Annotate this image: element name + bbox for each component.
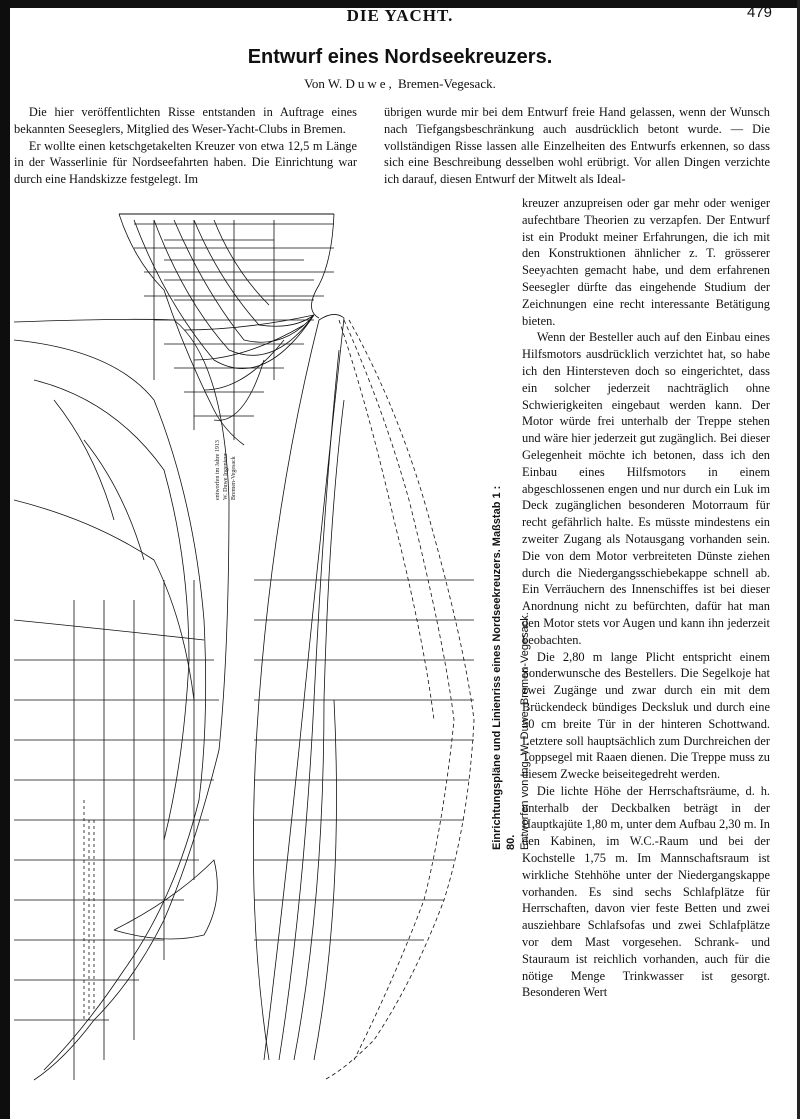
paragraph: kreuzer anzupreisen oder gar mehr oder weniger aufechtbare Theorien zu verzapfen. Der Entwurf ist ein Produkt meiner Erfahrungen, die ich mit den Konstruktionen ähnlicher z. T. grösserer Seeyachten gemacht habe, und dem erfahrenen Seesegler dürfte das eingehende Studium der Zeichnungen eine recht interessante Betätigung bieten. — [522, 196, 770, 328]
figure-caption — [480, 470, 531, 850]
page-header — [0, 6, 800, 28]
right-text-column — [522, 195, 770, 1001]
paragraph: Die lichte Höhe der Herrschaftsräume, d. h. unterhalb der Deckbalken beträgt in der Hauptkajüte 1,80 m, unter dem Aufbau 2,30 m. In den Kabinen, im W.C.-Raum und bei der Kochstelle 1,75 m. Im Mannschaftsraum ist wirkliche Stehhöhe unter der Niedergangskappe vorhanden. Es sind sechs Schlafplätze für Herrschaften, davon vier feste Betten und zwei ausziehbare Schlafsofas und zwei Schlafplätze vor dem Mast vorgesehen. Schrank- und Stauraum ist reichlich vorhanden, auch für die nötige Menge Trinkwasser ist gesorgt. Besonderen Wert — [522, 783, 770, 1000]
paragraph: übrigen wurde mir bei dem Entwurf freie Hand gelassen, wenn der Wunsch nach Tiefgangsbeschränkung auch ausdrücklich betont wurde. — Die vollständigen Risse lassen alle Einzelheiten des Entwurfs erkennen, so dass sich eine Beschreibung desselben wohl erübrigt. Vor allen Dingen verzichte ich darauf, diesen Entwurf der Mitwelt als Ideal- — [384, 105, 770, 187]
yacht-lines-plan — [14, 200, 484, 1100]
paragraph: Er wollte einen ketschgetakelten Kreuzer von etwa 12,5 m Länge in der Wasserlinie für Nordseefahrten haben. Die Einrichtung war durch eine Handskizze festgelegt. Im — [14, 138, 357, 187]
paragraph: Die hier veröffentlichten Risse entstanden in Auftrage eines bekannten Seeseglers, Mitglied des Weser-Yacht-Clubs in Bremen. — [14, 105, 357, 136]
profile-drawing — [253, 314, 474, 1080]
half-breadth-drawing — [14, 319, 229, 1080]
article-title: Entwurf eines Nordseekreuzers. — [247, 46, 553, 68]
paragraph: Die 2,80 m lange Plicht entspricht einem Sonderwunsche des Bestellers. Die Segelkoje hat zwei Zugänge und zwar durch ein mit dem Brückendeck bündiges Decksluk und durch eine 50 cm breite Tür in der hinteren Schottwand. Letztere soll hauptsächlich zum Durchreichen der Toppsegel mit Raaen dienen. Die Treppe muss zu diesem Zwecke beiseitegedreht werden. — [522, 649, 770, 782]
left-text-column — [14, 104, 357, 188]
svg-text:entworfen im Jahre 1913: entworfen im Jahre 1913 — [215, 440, 221, 500]
figure-caption-text — [490, 470, 532, 850]
byline-author: Duwe, — [345, 76, 395, 91]
page-number: 479 — [746, 4, 772, 21]
caption-line-2: Entworfen von Ing. W. Duwe, Bremen-Vegesack. — [519, 612, 531, 850]
svg-text:Bremen-Vegesack: Bremen-Vegesack — [231, 456, 237, 500]
paragraph: Wenn der Besteller auch auf den Einbau eines Hilfsmotors ausdrücklich verzichtet hat, so habe ich den Hintersteven doch so eingerichtet, dass ein solcher jederzeit nachträglich ohne Schwierigkeiten eingebaut werden kann. Der Motor würde frei unterhalb der Treppe stehen und wäre hier jederzeit gut zugänglich. Bei dieser Gelegenheit möchte ich betonen, dass ich den Einbau eines Hilfsmotors in einem abgeschlossenen engen und nur durch ein Luk im Deck zugänglichen besonderen Motorraum für recht gefährlich halte. Es müsste mindestens ein zweiter Zugang als Notausgang vorhanden sein. Die von dem Motor verbreiteten Dünste ziehen durch die Niedergangsschiebekappe schnell ab. Ein Verräuchern des Innenschiffes ist bei dieser Anordnung nicht zu befürchten, dafür hat man den Motor stets vor Augen und kann ihn jederzeit beobachten. — [522, 330, 770, 647]
caption-line-1: Einrichtungspläne und Linienriss eines Nordseekreuzers. Maßstab 1 : 80. — [491, 485, 517, 850]
byline-prefix: Von W. — [304, 76, 343, 91]
body-plan-drawing — [119, 214, 334, 445]
right-text-top — [384, 104, 770, 188]
journal-title: DIE YACHT. — [346, 6, 454, 25]
scan-left-edge — [0, 0, 10, 1119]
svg-text:W. Duwe Ingenieur: W. Duwe Ingenieur — [223, 453, 229, 500]
byline-place: Bremen-Vegesack. — [398, 76, 496, 91]
article-byline — [0, 76, 800, 92]
